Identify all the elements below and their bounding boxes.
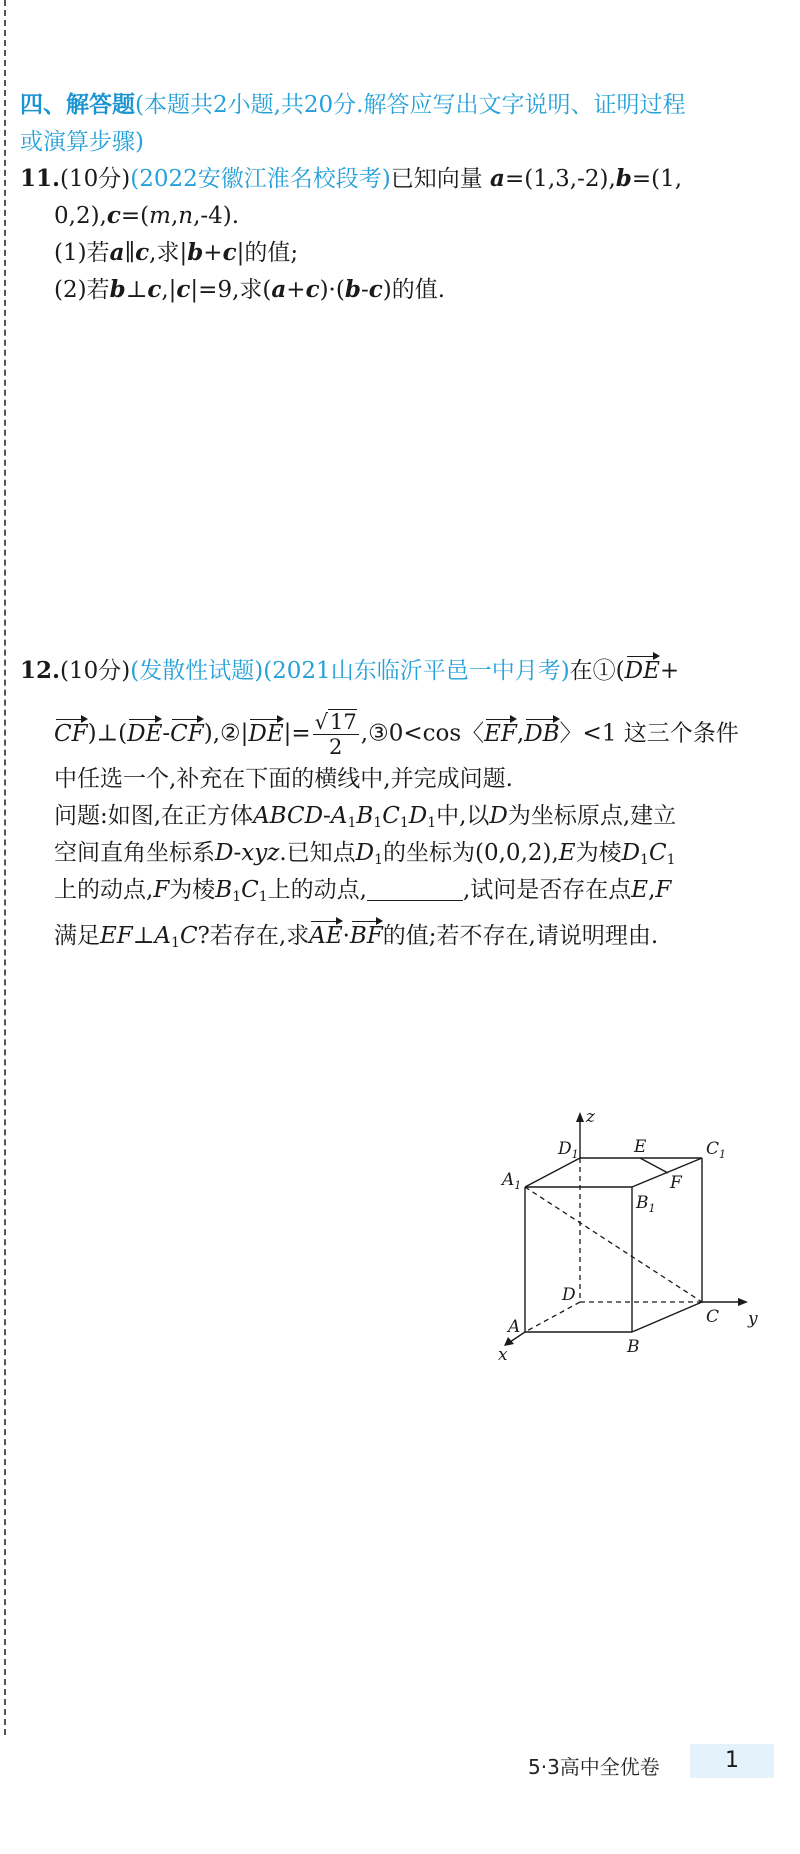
q12-points: (10分) [60,658,131,684]
q12-number: 12. [20,657,61,684]
label-y: y [748,1309,758,1329]
q11-line1: 11.(10分)(2022安徽江淮名校段考)已知向量 a=(1,3,-2),b=(1, [20,165,683,192]
q12-line7: 满足$EF\perp A_1C$?若存在,求AE·BF的值;若不存在,请说明理由. [54,923,659,951]
sqrt17-over-2: $\frac{√17}{2}$ [314,710,357,759]
q12-source: (2021山东临沂平邑一中月考) [263,658,570,684]
label-z: z [586,1110,595,1127]
q11-number: 11. [20,165,61,192]
label-a: A [508,1317,521,1337]
label-d: D [562,1285,576,1305]
q11-points: (10分) [60,166,131,192]
section-header [20,90,686,120]
section-note-1: (本题共2小题,共20分.解答应写出文字说明、证明过程 [135,92,686,118]
q12-cond-intro: 在①( [569,658,625,684]
left-cut-line [4,0,6,1735]
q11-line2: 0,2),c=(m,n,-4). [54,202,240,229]
q12-line4: 问题:如图,在正方体ABCD-$A_1B_1C_1D_1$中,以D为坐标原点,建立 [54,803,677,831]
q12-line2: CF)⊥(DE-CF),②|DE|= $\frac{√17}{2}$ ,③0<cos〈EF,DB〉<1 这三个条件 [54,710,739,759]
cube-figure [480,1110,790,1410]
label-f: F [670,1173,682,1193]
label-c1: $C_1$ [706,1139,727,1161]
q12-line6: 上的动点,F为棱$B_1C_1$上的动点, ,试问是否存在点E,F [54,877,672,905]
label-e: E [634,1137,647,1157]
label-b1: $B_1$ [636,1193,656,1215]
label-b: B [627,1337,640,1357]
q12-line5: 空间直角坐标系D-xyz.已知点$D_1$的坐标为(0,0,2),E为棱$D_1C_1$ [54,840,676,868]
section-note-2: 或演算步骤) [20,129,144,155]
page-number: 1 [690,1744,774,1778]
label-x: x [498,1345,508,1365]
q12-line3: 中任选一个,补充在下面的横线中,并完成问题. [54,766,513,792]
section-title: 四、解答题 [20,91,135,118]
q11-part2: (2)若b⊥c,|c|=9,求(a+c)·(b-c)的值. [54,276,446,303]
label-d1: $D_1$ [558,1139,579,1161]
q12-line1: 12.(10分)(发散性试题)(2021山东临沂平邑一中月考)在①(DE+ [20,657,680,684]
q11-part1: (1)若a∥c,求|b+c|的值; [54,239,299,266]
q12-tag: (发散性试题) [130,658,264,684]
label-a1: $A_1$ [502,1170,522,1192]
answer-blank[interactable] [367,878,463,901]
footer-brand: 5·3高中全优卷 [528,1755,660,1779]
q11-line1-text: 已知向量 [390,166,483,192]
label-c: C [706,1307,720,1327]
q11-source: (2022安徽江淮名校段考) [130,166,391,192]
